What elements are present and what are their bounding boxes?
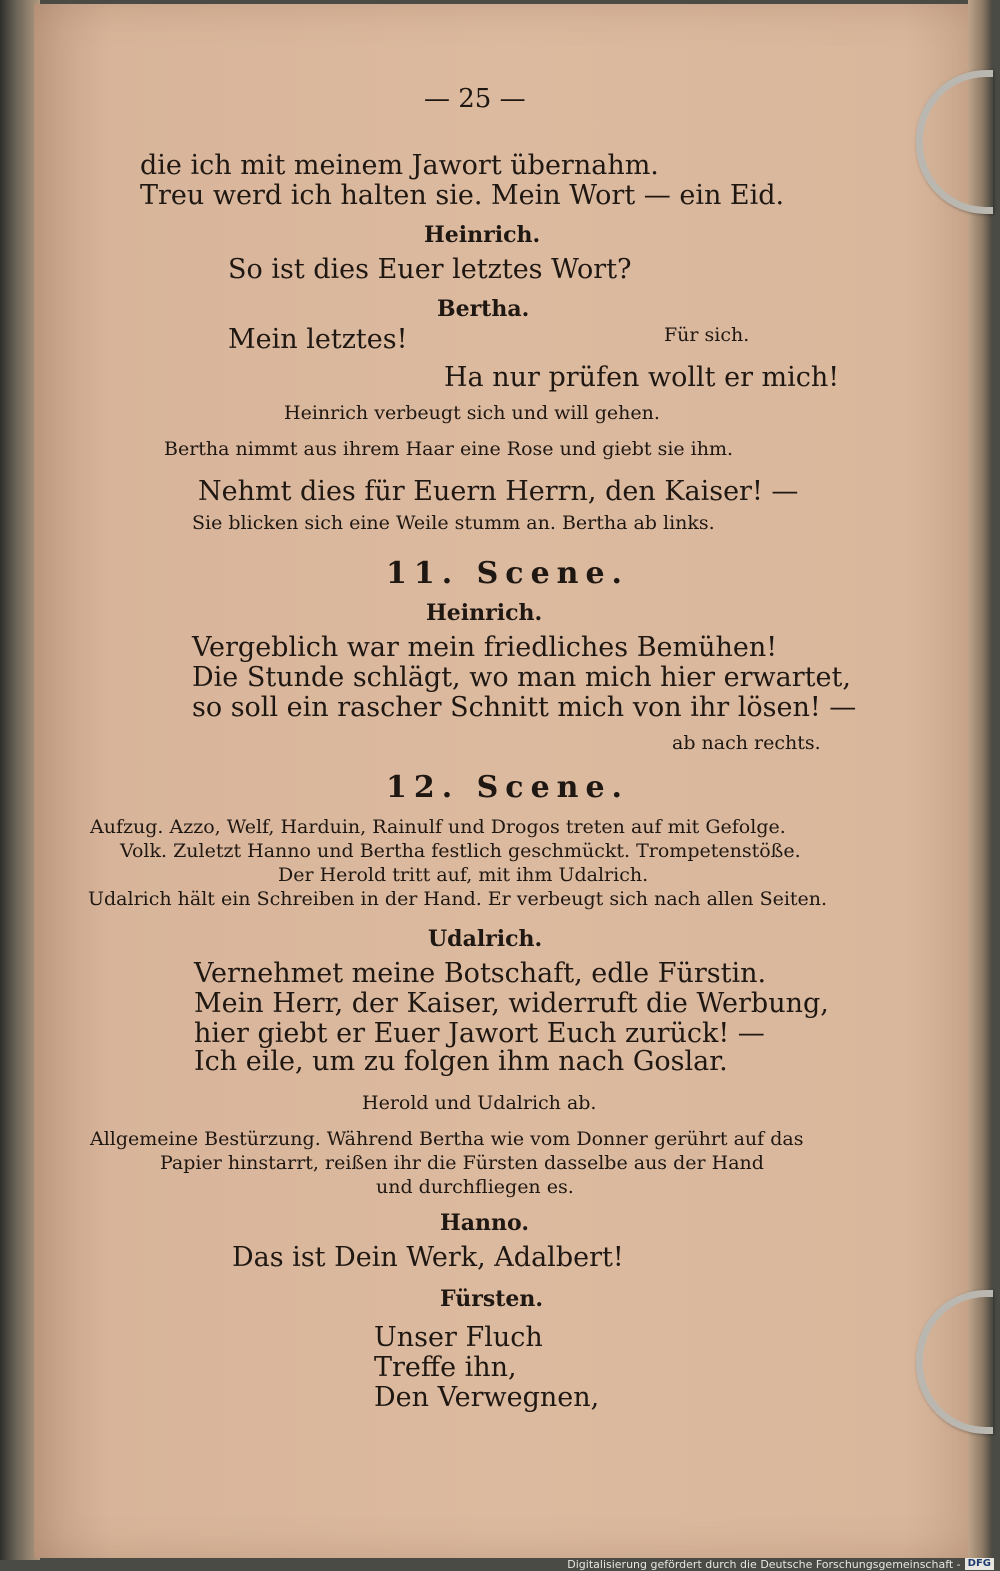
verse-line: Ich eile, um zu folgen ihm nach Goslar. bbox=[194, 1046, 728, 1077]
verse-line: So ist dies Euer letztes Wort? bbox=[228, 254, 632, 285]
dfg-logo: DFG bbox=[965, 1558, 994, 1570]
stage-direction: Papier hinstarrt, reißen ihr die Fürsten dasselbe aus der Hand bbox=[160, 1152, 764, 1174]
verse-line: Die Stunde schlägt, wo man mich hier erwartet, bbox=[192, 662, 851, 693]
stage-direction: Allgemeine Bestürzung. Während Bertha wie vom Donner gerührt auf das bbox=[90, 1128, 804, 1150]
stage-direction: und durchfliegen es. bbox=[376, 1176, 574, 1198]
verse-line: Unser Fluch bbox=[374, 1322, 543, 1353]
speaker-heading: Fürsten. bbox=[440, 1286, 544, 1312]
stage-direction: Der Herold tritt auf, mit ihm Udalrich. bbox=[278, 864, 649, 886]
scene-heading: 11. Scene. bbox=[386, 556, 629, 591]
verse-line: Nehmt dies für Euern Herrn, den Kaiser! — bbox=[198, 476, 799, 507]
stage-direction: Für sich. bbox=[664, 324, 750, 346]
speaker-heading: Hanno. bbox=[440, 1210, 529, 1236]
verse-line: die ich mit meinem Jawort übernahm. bbox=[140, 150, 659, 181]
verse-line: hier giebt er Euer Jawort Euch zurück! — bbox=[194, 1018, 765, 1049]
verse-line: Treffe ihn, bbox=[374, 1352, 517, 1383]
speaker-heading: Heinrich. bbox=[426, 600, 543, 626]
verse-line: Ha nur prüfen wollt er mich! bbox=[444, 362, 840, 393]
page-number: — 25 — bbox=[424, 84, 526, 114]
verse-line: Treu werd ich halten sie. Mein Wort — ein Eid. bbox=[140, 180, 785, 211]
scene-heading: 12. Scene. bbox=[386, 770, 629, 805]
verse-line: so soll ein rascher Schnitt mich von ihr lösen! — bbox=[192, 692, 857, 723]
verse-line: Vernehmet meine Botschaft, edle Fürstin. bbox=[194, 958, 767, 989]
stage-direction: Udalrich hält ein Schreiben in der Hand. Er verbeugt sich nach allen Seiten. bbox=[88, 888, 828, 910]
stage-direction: Volk. Zuletzt Hanno und Bertha festlich geschmückt. Trompetenstöße. bbox=[120, 840, 801, 862]
verse-line: Vergeblich war mein friedliches Bemühen! bbox=[192, 632, 778, 663]
verse-line: Den Verwegnen, bbox=[374, 1382, 600, 1413]
speaker-heading: Udalrich. bbox=[428, 926, 543, 952]
stage-direction: Bertha nimmt aus ihrem Haar eine Rose und giebt sie ihm. bbox=[164, 438, 734, 460]
verse-line: Das ist Dein Werk, Adalbert! bbox=[232, 1242, 624, 1273]
digitization-footer bbox=[567, 1557, 994, 1571]
stage-direction: Sie blicken sich eine Weile stumm an. Bertha ab links. bbox=[192, 512, 715, 534]
speaker-heading: Bertha. bbox=[437, 296, 530, 322]
footer-text: Digitalisierung gefördert durch die Deutsche Forschungsgemeinschaft - bbox=[567, 1557, 961, 1571]
verse-line: Mein letztes! bbox=[228, 324, 408, 355]
stage-direction: ab nach rechts. bbox=[672, 732, 821, 754]
speaker-heading: Heinrich. bbox=[424, 222, 541, 248]
verse-line: Mein Herr, der Kaiser, widerruft die Werbung, bbox=[194, 988, 829, 1019]
stage-direction: Heinrich verbeugt sich und will gehen. bbox=[284, 402, 660, 424]
stage-direction: Herold und Udalrich ab. bbox=[362, 1092, 597, 1114]
stage-direction: Aufzug. Azzo, Welf, Harduin, Rainulf und Drogos treten auf mit Gefolge. bbox=[90, 816, 786, 838]
